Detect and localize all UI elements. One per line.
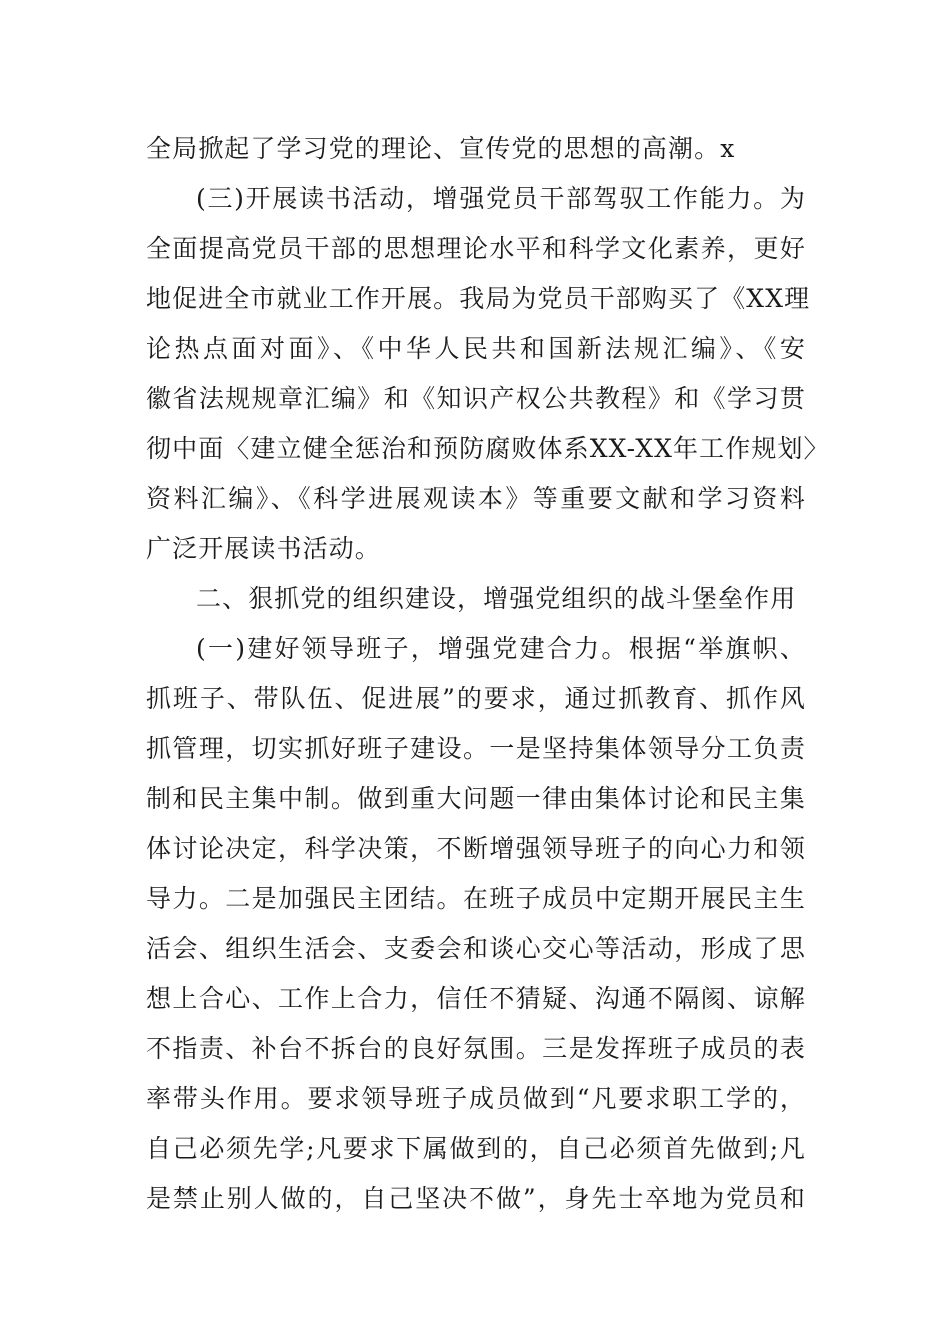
text-line: 全面提高党员干部的思想理论水平和科学文化素养，更好	[146, 234, 806, 263]
text-line: 徽省法规规章汇编》和《知识产权公共教程》和《学习贯	[146, 384, 806, 413]
text-line: 抓管理，切实抓好班子建设。一是坚持集体领导分工负责	[146, 734, 806, 763]
section-heading: 二、狠抓党的组织建设，增强党组织的战斗堡垒作用	[196, 584, 797, 613]
text-line: (一)建好领导班子，增强党建合力。根据“举旗帜、	[196, 634, 806, 663]
text-line: 想上合心、工作上合力，信任不猜疑、沟通不隔阂、谅解	[146, 984, 806, 1013]
text-line: (三)开展读书活动，增强党员干部驾驭工作能力。为	[196, 184, 806, 213]
text-line: 论热点面对面》、《中华人民共和国新法规汇编》、《安	[146, 334, 806, 363]
text-line: 广泛开展读书活动。	[146, 534, 381, 563]
text-line: 资料汇编》、《科学进展观读本》等重要文献和学习资料	[146, 484, 806, 513]
text-line: 导力。二是加强民主团结。在班子成员中定期开展民主生	[146, 884, 806, 913]
text-line: 地促进全市就业工作开展。我局为党员干部购买了《XX理	[146, 284, 811, 313]
text-line: 率带头作用。要求领导班子成员做到“凡要求职工学的，	[146, 1084, 806, 1113]
text-line: 体讨论决定，科学决策，不断增强领导班子的向心力和领	[146, 834, 806, 863]
text-line: 自己必须先学;凡要求下属做到的，自己必须首先做到;凡	[146, 1134, 806, 1163]
text-line: 是禁止别人做的，自己坚决不做”，身先士卒地为党员和	[146, 1184, 806, 1213]
text-line: 彻中面〈建立健全惩治和预防腐败体系XX-XX年工作规划〉	[146, 434, 830, 463]
text-line: 抓班子、带队伍、促进展”的要求，通过抓教育、抓作风	[146, 684, 806, 713]
text-line: 全局掀起了学习党的理论、宣传党的思想的高潮。x	[146, 134, 736, 163]
text-line: 活会、组织生活会、支委会和谈心交心等活动，形成了思	[146, 934, 806, 963]
text-line: 制和民主集中制。做到重大问题一律由集体讨论和民主集	[146, 784, 806, 813]
text-line: 不指责、补台不拆台的良好氛围。三是发挥班子成员的表	[146, 1034, 806, 1063]
